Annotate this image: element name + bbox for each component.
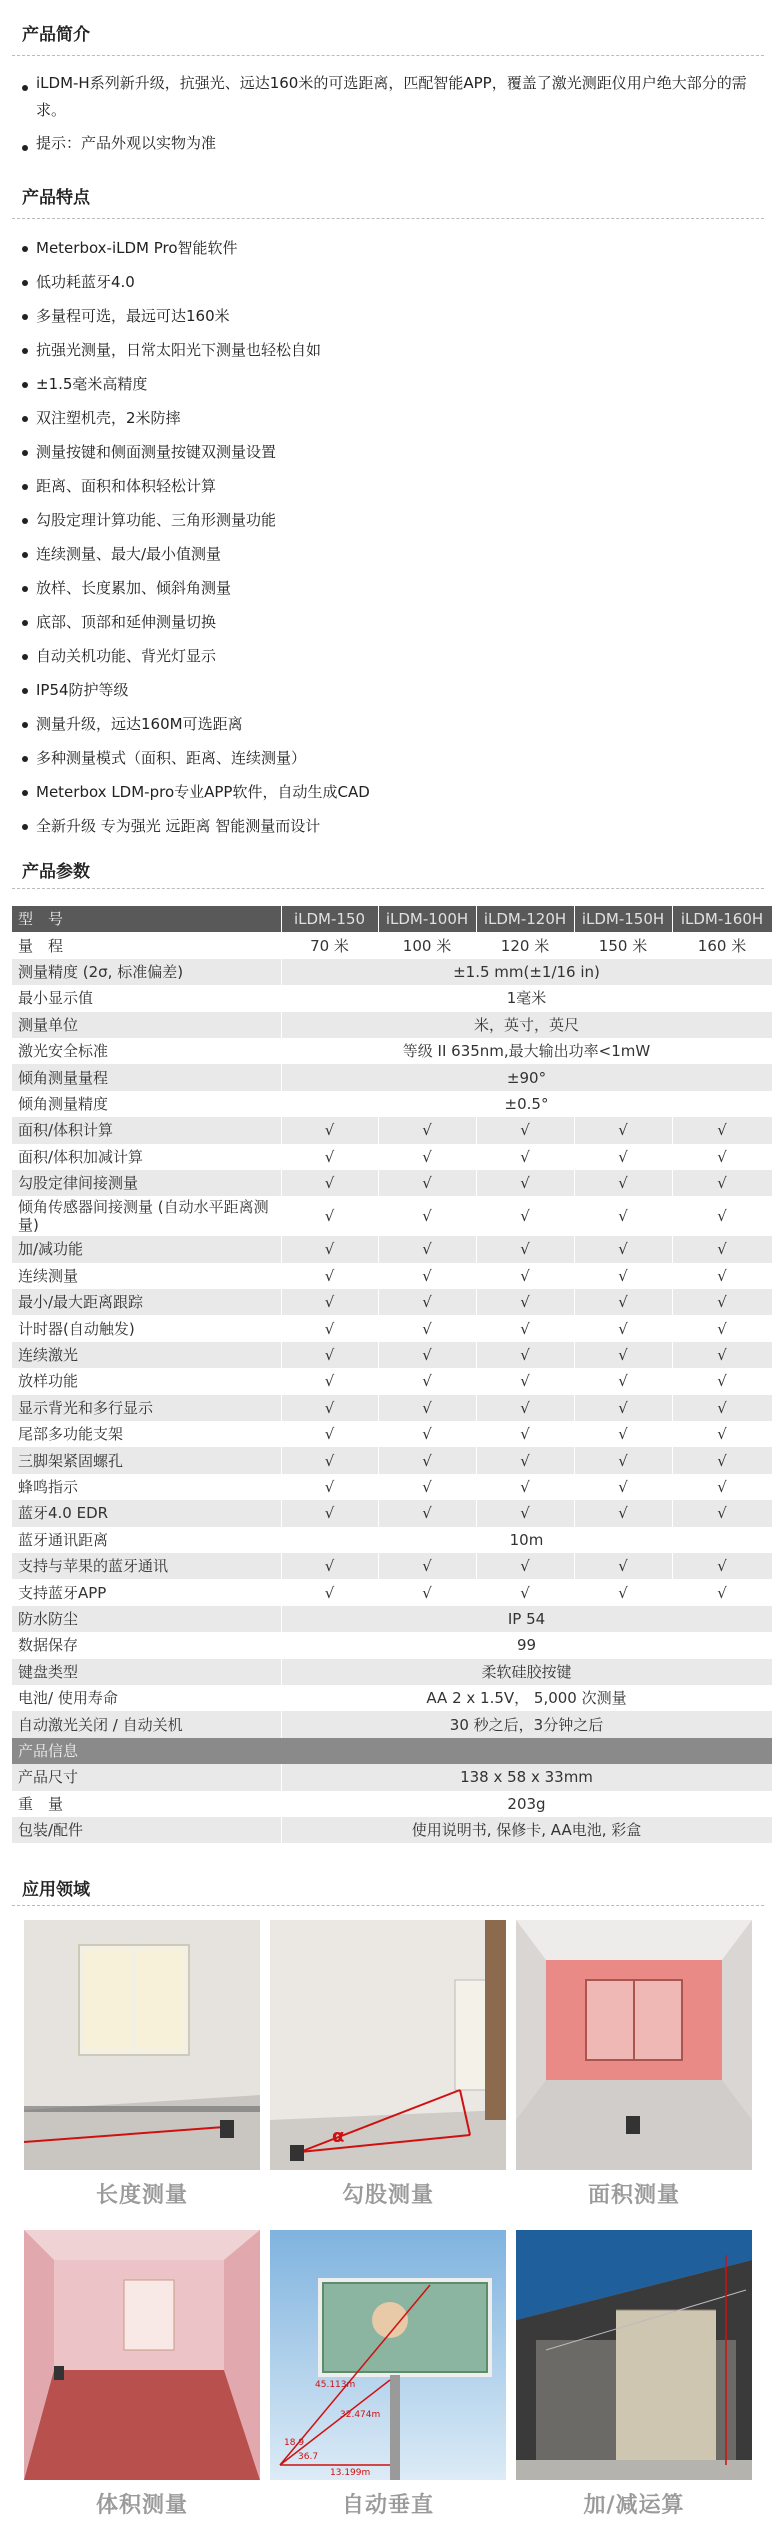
list-item: 测量按键和侧面测量按键双测量设置 [22,435,776,469]
check-mark: √ [574,1421,672,1447]
table-row [12,1289,772,1315]
table-row [12,1764,772,1790]
table-row [12,1579,772,1605]
check-mark: √ [281,1117,378,1143]
table-cell: 米，英寸，英尺 [281,1012,772,1038]
check-mark: √ [672,1289,772,1315]
table-cell: 柔软硅胶按键 [281,1659,772,1685]
check-mark: √ [378,1196,476,1236]
check-mark: √ [574,1144,672,1170]
application-caption: 面积测量 [587,2183,680,2208]
table-row [12,1196,772,1236]
section-band: 产品信息 [12,1738,772,1764]
check-mark: √ [574,1289,672,1315]
list-item: 距离、面积和体积轻松计算 [22,469,776,503]
table-cell: 70 米 [281,932,378,958]
specs-divider [12,888,764,889]
features-section [0,183,776,843]
intro-title: 产品简介 [22,25,90,45]
list-item: 自动关机功能、背光灯显示 [22,639,776,673]
row-label: 蓝牙4.0 EDR [12,1500,281,1526]
check-mark: √ [672,1579,772,1605]
table-row [12,1553,772,1579]
row-label: 倾角测量精度 [12,1091,281,1117]
check-mark: √ [672,1196,772,1236]
check-mark: √ [672,1315,772,1341]
row-label: 显示背光和多行显示 [12,1395,281,1421]
model-header: iLDM-100H [378,906,476,932]
check-mark: √ [378,1170,476,1196]
measure-label: 13.199m [330,2468,371,2478]
table-cell: 120 米 [476,932,574,958]
application-caption: 自动垂直 [341,2493,434,2518]
application-caption: 勾股测量 [341,2183,434,2208]
measure-label: 45.113m [315,2380,356,2390]
row-label: 激光安全标准 [12,1038,281,1064]
table-row [12,1170,772,1196]
intro-divider [12,55,764,56]
list-item: Meterbox LDM-pro专业APP软件，自动生成CAD [22,775,776,809]
check-mark: √ [476,1553,574,1579]
check-mark: √ [378,1579,476,1605]
check-mark: √ [574,1236,672,1262]
check-mark: √ [281,1144,378,1170]
check-mark: √ [574,1315,672,1341]
check-mark: √ [378,1474,476,1500]
row-label: 产品尺寸 [12,1764,281,1790]
check-mark: √ [281,1170,378,1196]
check-mark: √ [574,1579,672,1605]
row-label: 数据保存 [12,1632,281,1658]
list-item: 连续测量、最大/最小值测量 [22,537,776,571]
row-label: 连续激光 [12,1342,281,1368]
row-label: 连续测量 [12,1263,281,1289]
applications-title: 应用领域 [22,1880,90,1900]
table-cell: 30 秒之后，3分钟之后 [281,1711,772,1737]
row-label: 计时器(自动触发) [12,1315,281,1341]
row-label: 防水防尘 [12,1606,281,1632]
table-cell: 138 x 58 x 33mm [281,1764,772,1790]
model-header: iLDM-150 [281,906,378,932]
application-caption: 加/减运算 [583,2493,685,2518]
row-label: 加/减功能 [12,1236,281,1262]
intro-list [0,70,762,157]
row-label: 测量精度 (2σ, 标准偏差) [12,959,281,985]
check-mark: √ [672,1447,772,1473]
check-mark: √ [574,1447,672,1473]
table-row [12,1236,772,1262]
check-mark: √ [574,1553,672,1579]
application-card-area [516,1920,752,2209]
row-label: 勾股定律间接测量 [12,1170,281,1196]
table-row [12,1791,772,1817]
row-label: 测量单位 [12,1012,281,1038]
applications-divider [12,1905,764,1906]
table-row [12,1342,772,1368]
table-cell: 160 米 [672,932,772,958]
check-mark: √ [476,1196,574,1236]
row-label: 包装/配件 [12,1817,281,1843]
check-mark: √ [281,1263,378,1289]
check-mark: √ [378,1117,476,1143]
room-photo-pythagorean [270,1920,506,2170]
list-item: iLDM-H系列新升级，抗强光、远达160米的可选距离，匹配智能APP，覆盖了激光测距仪用户绝大部分的需求。 [22,70,762,124]
spec-table [12,906,773,1843]
table-cell: ±1.5 mm(±1/16 in) [281,959,772,985]
table-row [12,1263,772,1289]
warehouse-photo-addsub [516,2230,752,2480]
application-caption: 长度测量 [95,2183,188,2208]
table-cell: IP 54 [281,1606,772,1632]
table-row [12,1395,772,1421]
check-mark: √ [476,1474,574,1500]
check-mark: √ [476,1368,574,1394]
list-item: ±1.5毫米高精度 [22,367,776,401]
row-label: 倾角传感器间接测量 (自动水平距离测量) [12,1196,281,1236]
table-cell: ±0.5° [281,1091,772,1117]
check-mark: √ [281,1579,378,1605]
check-mark: √ [378,1368,476,1394]
billboard-photo-vertical [270,2230,506,2480]
check-mark: √ [672,1553,772,1579]
check-mark: √ [476,1236,574,1262]
check-mark: √ [672,1395,772,1421]
table-cell: AA 2 x 1.5V， 5,000 次测量 [281,1685,772,1711]
table-row [12,1012,772,1038]
check-mark: √ [672,1342,772,1368]
check-mark: √ [574,1196,672,1236]
row-label: 尾部多功能支架 [12,1421,281,1447]
check-mark: √ [378,1447,476,1473]
row-label: 键盘类型 [12,1659,281,1685]
check-mark: √ [378,1421,476,1447]
check-mark: √ [378,1289,476,1315]
table-row [12,1500,772,1526]
check-mark: √ [476,1447,574,1473]
row-label: 放样功能 [12,1368,281,1394]
intro-section [0,20,776,157]
list-item: IP54防护等级 [22,673,776,707]
list-item: Meterbox-iLDM Pro智能软件 [22,231,776,265]
check-mark: √ [281,1553,378,1579]
check-mark: √ [378,1395,476,1421]
check-mark: √ [672,1474,772,1500]
application-caption: 体积测量 [95,2493,188,2518]
application-card-addsub [516,2230,752,2519]
features-list [0,231,776,843]
application-card-volume [24,2230,260,2519]
check-mark: √ [281,1421,378,1447]
row-label: 电池/ 使用寿命 [12,1685,281,1711]
check-mark: √ [574,1170,672,1196]
check-mark: √ [378,1315,476,1341]
measure-label: 36.7 [298,2452,319,2462]
list-item: 放样、长度累加、倾斜角测量 [22,571,776,605]
check-mark: √ [672,1170,772,1196]
check-mark: √ [574,1342,672,1368]
row-label: 蓝牙通讯距离 [12,1527,281,1553]
table-row [12,1527,772,1553]
check-mark: √ [672,1236,772,1262]
row-label: 支持与苹果的蓝牙通讯 [12,1553,281,1579]
table-cell: 99 [281,1632,772,1658]
check-mark: √ [574,1474,672,1500]
row-label: 面积/体积计算 [12,1117,281,1143]
application-card-vertical [270,2230,506,2519]
model-header: iLDM-120H [476,906,574,932]
check-mark: √ [378,1500,476,1526]
check-mark: √ [476,1117,574,1143]
check-mark: √ [476,1421,574,1447]
table-row [12,1421,772,1447]
table-cell: 203g [281,1791,772,1817]
table-row [12,906,772,932]
table-cell: 10m [281,1527,772,1553]
check-mark: √ [281,1342,378,1368]
room-photo-volume [24,2230,260,2480]
room-photo-length [24,1920,260,2170]
check-mark: √ [281,1395,378,1421]
features-title: 产品特点 [22,188,90,208]
list-item: 全新升级 专为强光 远距离 智能测量而设计 [22,809,776,843]
table-row [12,1606,772,1632]
table-row [12,1091,772,1117]
check-mark: √ [672,1368,772,1394]
check-mark: √ [476,1500,574,1526]
table-row [12,1368,772,1394]
table-row [12,985,772,1011]
check-mark: √ [281,1289,378,1315]
list-item: 勾股定理计算功能、三角形测量功能 [22,503,776,537]
list-item: 底部、顶部和延伸测量切换 [22,605,776,639]
table-row [12,1315,772,1341]
table-row [12,1659,772,1685]
table-row [12,1817,772,1843]
table-cell: 100 米 [378,932,476,958]
check-mark: √ [574,1395,672,1421]
table-row [12,1064,772,1090]
check-mark: √ [574,1500,672,1526]
list-item: 双注塑机壳，2米防摔 [22,401,776,435]
check-mark: √ [281,1236,378,1262]
table-cell: 1毫米 [281,985,772,1011]
table-row [12,959,772,985]
list-item: 测量升级，远达160M可选距离 [22,707,776,741]
list-item: 多量程可选，最远可达160米 [22,299,776,333]
check-mark: √ [574,1263,672,1289]
check-mark: √ [672,1421,772,1447]
column-header: 型 号 [12,906,281,932]
table-cell: 150 米 [574,932,672,958]
table-row [12,1038,772,1064]
list-item: 抗强光测量，日常太阳光下测量也轻松自如 [22,333,776,367]
list-item: 多种测量模式（面积、距离、连续测量） [22,741,776,775]
row-label: 自动激光关闭 / 自动关机 [12,1711,281,1737]
table-row [12,1685,772,1711]
check-mark: √ [476,1170,574,1196]
table-row [12,1711,772,1737]
row-label: 三脚架紧固螺孔 [12,1447,281,1473]
row-label: 面积/体积加减计算 [12,1144,281,1170]
table-row [12,1474,772,1500]
application-card-pythagorean [270,1920,506,2209]
check-mark: √ [281,1500,378,1526]
model-header: iLDM-160H [672,906,772,932]
check-mark: √ [672,1500,772,1526]
check-mark: √ [476,1395,574,1421]
check-mark: √ [672,1144,772,1170]
row-label: 量 程 [12,932,281,958]
check-mark: √ [281,1196,378,1236]
table-row [12,1144,772,1170]
table-cell: 等级 II 635nm,最大输出功率<1mW [281,1038,772,1064]
check-mark: √ [476,1144,574,1170]
check-mark: √ [574,1117,672,1143]
check-mark: √ [672,1117,772,1143]
room-photo-area [516,1920,752,2170]
list-item: 低功耗蓝牙4.0 [22,265,776,299]
row-label: 支持蓝牙APP [12,1579,281,1605]
check-mark: √ [378,1342,476,1368]
row-label: 蜂鸣指示 [12,1474,281,1500]
check-mark: √ [476,1315,574,1341]
check-mark: √ [378,1144,476,1170]
check-mark: √ [672,1263,772,1289]
check-mark: √ [378,1553,476,1579]
check-mark: √ [476,1342,574,1368]
row-label: 重 量 [12,1791,281,1817]
row-label: 最小显示值 [12,985,281,1011]
list-item: 提示：产品外观以实物为准 [22,130,762,157]
check-mark: √ [476,1263,574,1289]
check-mark: √ [281,1474,378,1500]
table-row [12,1738,772,1764]
check-mark: √ [281,1368,378,1394]
table-row [12,1447,772,1473]
table-cell: ±90° [281,1064,772,1090]
table-row [12,932,772,958]
application-card-length [24,1920,260,2209]
row-label: 倾角测量量程 [12,1064,281,1090]
measure-label: 18.9 [284,2438,305,2448]
table-cell: 使用说明书, 保修卡, AA电池, 彩盒 [281,1817,772,1843]
row-label: 最小/最大距离跟踪 [12,1289,281,1315]
check-mark: √ [281,1447,378,1473]
check-mark: √ [281,1315,378,1341]
table-row [12,1117,772,1143]
check-mark: √ [476,1579,574,1605]
measure-label: 32.474m [340,2410,381,2420]
check-mark: √ [476,1289,574,1315]
model-header: iLDM-150H [574,906,672,932]
features-divider [12,218,764,219]
check-mark: √ [574,1368,672,1394]
table-row [12,1632,772,1658]
check-mark: √ [378,1263,476,1289]
check-mark: √ [378,1236,476,1262]
angle-label: α [332,2126,345,2147]
specs-title: 产品参数 [22,862,90,882]
